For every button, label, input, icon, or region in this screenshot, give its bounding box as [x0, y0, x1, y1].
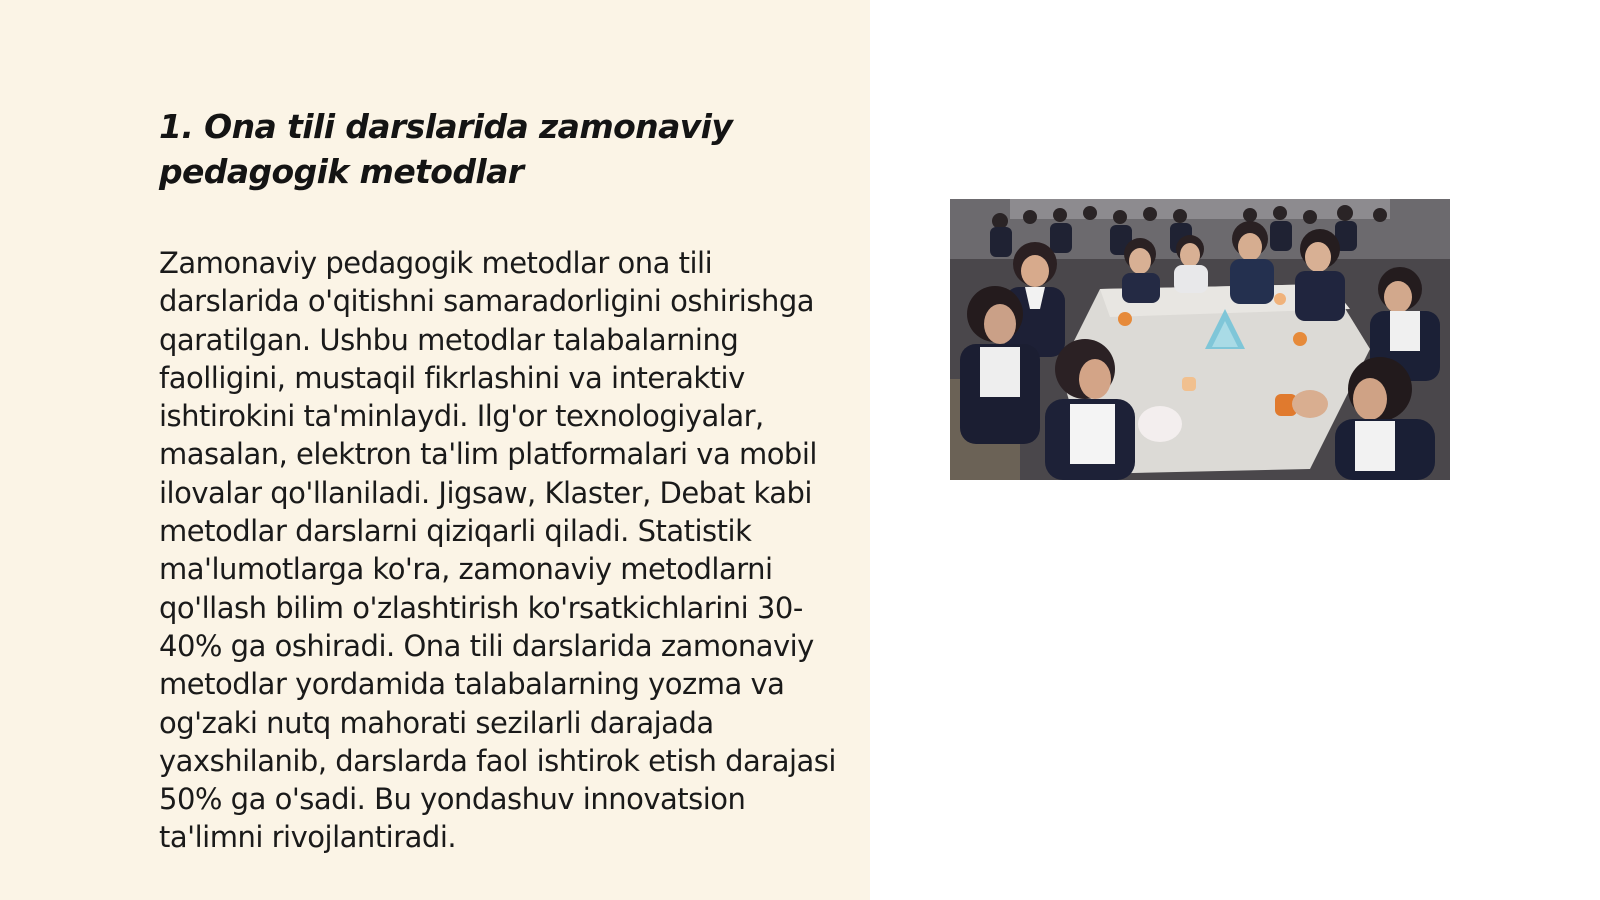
classroom-photo	[950, 199, 1450, 480]
slide-title: 1. Ona tili darslarida zamonaviy pedagogik metodlar	[159, 107, 733, 191]
slide-body-text: Zamonaviy pedagogik metodlar ona tili darslarida o'qitishni samaradorligini oshirishga qaratilgan. Ushbu metodlar talabalarning faolligini, mustaqil fikrlashini va interaktiv ishtirokini ta'minlaydi. Ilg'or texnologiyalar, masalan, elektron ta'lim platformalari va mobil ilovalar qo'llaniladi. Jigsaw, Klaster, Debat kabi metodlar darslarni qiziqarli qiladi. Statistik ma'lumotlarga ko'ra, zamonaviy metodlarni qo'llash bilim o'zlashtirish ko'rsatkichlarini 30-40% ga oshiradi. Ona tili darslarida zamonaviy metodlar yordamida talabalarning yozma va og'zaki nutq mahorati sezilarli darajada yaxshilanib, darslarda faol ishtirok etish darajasi 50% ga o'sadi. Bu yondashuv innovatsion ta'limni rivojlantiradi.	[159, 246, 836, 855]
